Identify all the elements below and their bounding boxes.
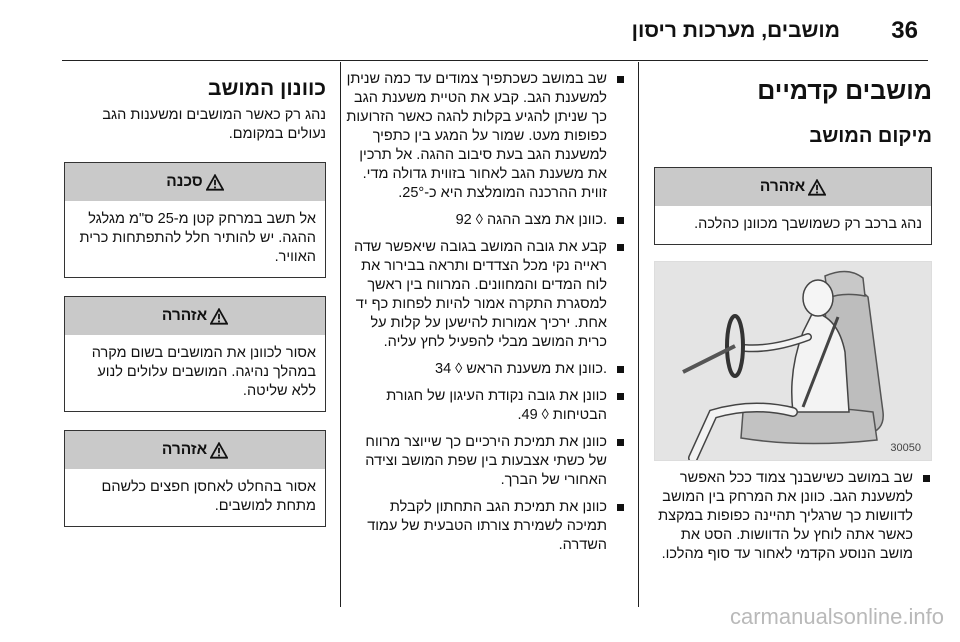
section-title: מושבים קדמיים xyxy=(757,77,932,105)
warning-title-label: אזהרה xyxy=(161,441,208,458)
warning-body: אסור לכוונן את המושבים בשום מקרה במהלך נהיגה. המושבים עלולים לנוע ללא שליטה. xyxy=(91,345,316,399)
bullet-square-icon xyxy=(617,217,624,224)
warning-body: נהג ברכב רק כשמושבך מכוונן כהלכה. xyxy=(694,216,922,232)
bullet-square-icon xyxy=(617,504,624,511)
warning-box xyxy=(64,296,326,412)
warning-triangle-icon xyxy=(210,308,228,325)
list-item: כוונן את תמיכת הגב התחתון לקבלת תמיכה לשמירת צורתו הטבעית של עמוד השדרה. xyxy=(346,498,626,555)
warning-body: אסור בהחלט לאחסן חפצים כלשהם מתחת למושבים. xyxy=(101,479,316,514)
column-divider-left xyxy=(340,62,341,607)
bullet-square-icon xyxy=(617,244,624,251)
warning-title xyxy=(65,297,325,335)
column-divider-right xyxy=(638,62,639,607)
list-item: כוונן את גובה נקודת העיגון של חגורת הבטיחות ◊ 49. xyxy=(346,387,626,425)
warning-box xyxy=(64,430,326,527)
list-item: כוונן את משענת הראש ◊ 34. xyxy=(346,360,626,379)
list-item: כוונן את מצב ההגה ◊ 92. xyxy=(346,211,626,230)
warning-title-label: אזהרה xyxy=(161,307,208,324)
danger-title-label: סכנה xyxy=(166,173,203,190)
left-column xyxy=(64,60,326,620)
warning-title-label: אזהרה xyxy=(759,178,806,195)
bullet-square-icon xyxy=(617,439,624,446)
list-item: קבע את גובה המושב בגובה שיאפשר שדה ראייה נקי מכל הצדדים ותראה בבירור את לוח המדים והמחוונים. המרווח בין ראשך למסגרת התקרה אמור להיות לפחות כף יד אחת. ירכיך אמורות להישען על קלות על כרית המושב מבלי להפעיל לחץ עליה. xyxy=(346,238,626,352)
figure-code: 30050 xyxy=(890,442,921,454)
intro-text: נהג רק כאשר המושבים ומשענות הגב נעולים במקומם. xyxy=(102,107,326,142)
section-title: כוונון המושב xyxy=(208,77,326,100)
page-number: 36 xyxy=(891,17,918,44)
right-column xyxy=(654,60,932,620)
danger-title xyxy=(65,163,325,201)
danger-body: אל תשב במרחק קטן מ-25 ס"מ מגלגל ההגה. יש להותיר חלל להתפתחות כרית האוויר. xyxy=(79,211,316,265)
warning-box xyxy=(654,167,932,245)
warning-title xyxy=(65,431,325,469)
middle-column xyxy=(346,60,626,620)
driver-seat-drawing xyxy=(654,262,931,461)
seating-position-illustration xyxy=(654,261,932,461)
watermark: carmanualsonline.info xyxy=(729,604,944,629)
warning-title xyxy=(655,168,931,206)
bullet-square-icon xyxy=(617,393,624,400)
chapter-title: מושבים, מערכות ריסון xyxy=(631,19,840,42)
list-item: כוונן את תמיכת הירכיים כך שייוצר מרווח של כשתי אצבעות בין שפת המושב וצידה האחורי של הברך. xyxy=(346,433,626,490)
danger-box xyxy=(64,162,326,278)
list-item: שב במושב כשכתפיך צמודים עד כמה שניתן למשענת הגב. קבע את הטיית משענת הגב כך שניתן להגיע בקלות להגה כאשר הזרועות כפופות מעט. שמור על המגע בין כתפיך למשענת הגב בעת סיבוב ההגה. אל תרכין את משענת הגב לאחור בזווית גדולה מדי. זווית ההרכנה המומלצת היא כ-25°. xyxy=(346,70,626,203)
warning-triangle-icon xyxy=(808,179,826,196)
seat-position-list xyxy=(654,469,932,564)
warning-triangle-icon xyxy=(206,174,224,191)
bullet-square-icon xyxy=(617,76,624,83)
bullet-square-icon xyxy=(617,366,624,373)
bullet-square-icon xyxy=(923,475,930,482)
page-header xyxy=(0,0,960,60)
list-item: שב במושב כשישבנך צמוד ככל האפשר למשענת הגב. כוונן את המרחק בין המושב לדוושות כך שרגליך תהיינה כפופות במקצת כאשר אתה לוחץ על הדוושות. הסט את מושב הנוסע הקדמי לאחור עד סוף מהלכו. xyxy=(654,469,932,564)
seat-adjustment-steps xyxy=(346,70,626,555)
section-subtitle: מיקום המושב xyxy=(809,125,932,147)
warning-triangle-icon xyxy=(210,442,228,459)
